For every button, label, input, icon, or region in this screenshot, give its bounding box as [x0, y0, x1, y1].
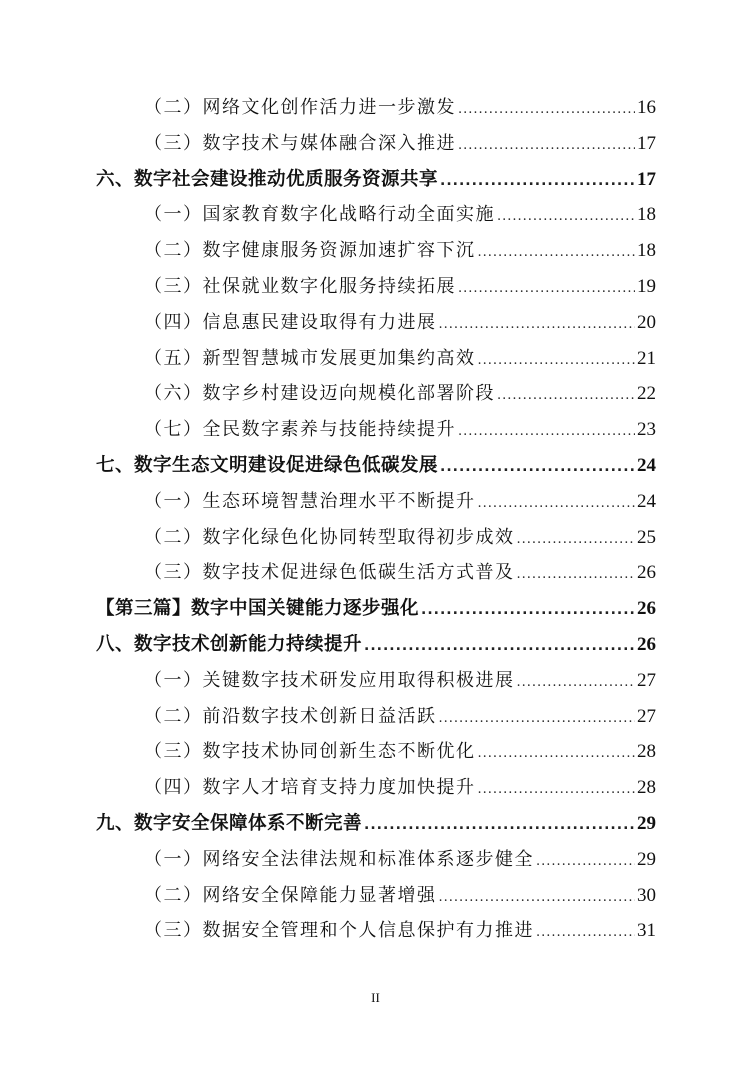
toc-entry-title: （三）数字技术与媒体融合深入推进 [144, 132, 456, 154]
toc-entry-title: 八、数字技术创新能力持续提升 [96, 633, 363, 655]
toc-entry-page: 25 [637, 526, 656, 548]
toc-entry-page: 26 [637, 633, 656, 655]
toc-leader-dots [497, 378, 635, 414]
toc-entry[interactable] [96, 305, 656, 341]
toc-entry-title: （七）全民数字素养与技能持续提升 [144, 419, 456, 441]
toc-entry[interactable] [96, 699, 656, 735]
toc-entry-title: （三）数字技术促进绿色低碳生活方式普及 [144, 562, 515, 584]
toc-leader-dots [439, 880, 636, 916]
toc-entry[interactable] [96, 663, 656, 699]
toc-entry-page: 27 [637, 669, 656, 691]
toc-leader-dots [497, 199, 635, 235]
toc-section-heading[interactable] [96, 448, 656, 484]
toc-leader-dots [478, 736, 636, 772]
toc-entry[interactable] [96, 913, 656, 949]
toc-entry-page: 24 [637, 454, 656, 476]
toc-section-heading[interactable] [96, 162, 656, 198]
toc-entry-title: 七、数字生态文明建设促进绿色低碳发展 [96, 454, 439, 476]
toc-leader-dots [478, 772, 636, 808]
toc-entry[interactable] [96, 412, 656, 448]
toc-entry[interactable] [96, 484, 656, 520]
toc-entry-page: 16 [637, 97, 656, 118]
toc-leader-dots [517, 522, 636, 558]
toc-entry-title: （六）数字乡村建设迈向规模化部署阶段 [144, 383, 495, 405]
toc-leader-dots [458, 271, 635, 307]
toc-leader-dots [440, 450, 635, 486]
toc-entry[interactable] [96, 233, 656, 269]
toc-leader-dots [517, 665, 636, 701]
toc-entry-page: 29 [637, 812, 656, 834]
toc-entry-title: （一）关键数字技术研发应用取得积极进展 [144, 669, 515, 691]
toc-entry-page: 26 [637, 598, 656, 620]
toc-leader-dots [439, 701, 636, 737]
toc-entry[interactable] [96, 878, 656, 914]
toc-entry-title: （二）网络文化创作活力进一步激发 [144, 97, 456, 118]
toc-entry-page: 27 [637, 705, 656, 727]
toc-leader-dots [440, 164, 635, 200]
toc-leader-dots [517, 557, 636, 593]
toc-entry-page: 22 [637, 383, 656, 405]
toc-entry-page: 19 [637, 275, 656, 297]
toc-entry-page: 20 [637, 311, 656, 333]
toc-entry-title: 六、数字社会建设推动优质服务资源共享 [96, 168, 439, 190]
toc-entry-title: （一）生态环境智慧治理水平不断提升 [144, 490, 476, 512]
toc-entry-title: （四）数字人才培育支持力度加快提升 [144, 777, 476, 799]
toc-entry[interactable] [96, 520, 656, 556]
toc-entry-page: 24 [637, 490, 656, 512]
toc-entry-title: （二）数字化绿色化协同转型取得初步成效 [144, 526, 515, 548]
toc-part-heading[interactable] [96, 591, 656, 627]
toc-entry[interactable] [96, 376, 656, 412]
toc-entry-page: 18 [637, 204, 656, 226]
toc-entry-title: （二）网络安全保障能力显著增强 [144, 884, 437, 906]
toc-entry-title: （三）数字技术协同创新生态不断优化 [144, 741, 476, 763]
toc-entry[interactable] [96, 90, 656, 126]
toc-leader-dots [536, 844, 635, 880]
toc-entry[interactable] [96, 341, 656, 377]
toc-leader-dots [478, 235, 636, 271]
toc-entry-page: 17 [637, 132, 656, 154]
toc-entry-page: 28 [637, 741, 656, 763]
toc-leader-dots [364, 808, 635, 844]
toc-leader-dots [458, 92, 635, 128]
toc-entry-title: 【第三篇】数字中国关键能力逐步强化 [96, 598, 420, 620]
toc-section-heading[interactable] [96, 806, 656, 842]
toc-leader-dots [478, 343, 636, 379]
table-of-contents [96, 90, 656, 949]
toc-entry-page: 29 [637, 848, 656, 870]
toc-entry[interactable] [96, 842, 656, 878]
toc-entry[interactable] [96, 126, 656, 162]
toc-entry[interactable] [96, 269, 656, 305]
toc-entry-title: 九、数字安全保障体系不断完善 [96, 812, 363, 834]
toc-entry-page: 23 [637, 419, 656, 441]
toc-leader-dots [478, 486, 636, 522]
toc-entry-title: （三）数据安全管理和个人信息保护有力推进 [144, 920, 534, 942]
toc-section-heading[interactable] [96, 627, 656, 663]
toc-leader-dots [439, 307, 636, 343]
toc-entry-title: （一）网络安全法律法规和标准体系逐步健全 [144, 848, 534, 870]
toc-entry-title: （二）前沿数字技术创新日益活跃 [144, 705, 437, 727]
toc-leader-dots [458, 414, 635, 450]
toc-entry[interactable] [96, 197, 656, 233]
toc-leader-dots [421, 593, 635, 629]
toc-entry-page: 28 [637, 777, 656, 799]
toc-entry[interactable] [96, 555, 656, 591]
toc-entry-title: （一）国家教育数字化战略行动全面实施 [144, 204, 495, 226]
toc-entry-page: 30 [637, 884, 656, 906]
toc-entry-title: （三）社保就业数字化服务持续拓展 [144, 275, 456, 297]
toc-leader-dots [364, 629, 635, 665]
toc-entry-title: （五）新型智慧城市发展更加集约高效 [144, 347, 476, 369]
toc-leader-dots [458, 128, 635, 164]
toc-entry-page: 21 [637, 347, 656, 369]
toc-entry-page: 31 [637, 920, 656, 942]
toc-entry-title: （四）信息惠民建设取得有力进展 [144, 311, 437, 333]
toc-entry-page: 17 [637, 168, 656, 190]
toc-entry-title: （二）数字健康服务资源加速扩容下沉 [144, 240, 476, 262]
toc-entry[interactable] [96, 770, 656, 806]
toc-entry-page: 18 [637, 240, 656, 262]
toc-leader-dots [536, 915, 635, 951]
footer-page-number: II [371, 990, 380, 1005]
toc-entry[interactable] [96, 734, 656, 770]
toc-entry-page: 26 [637, 562, 656, 584]
